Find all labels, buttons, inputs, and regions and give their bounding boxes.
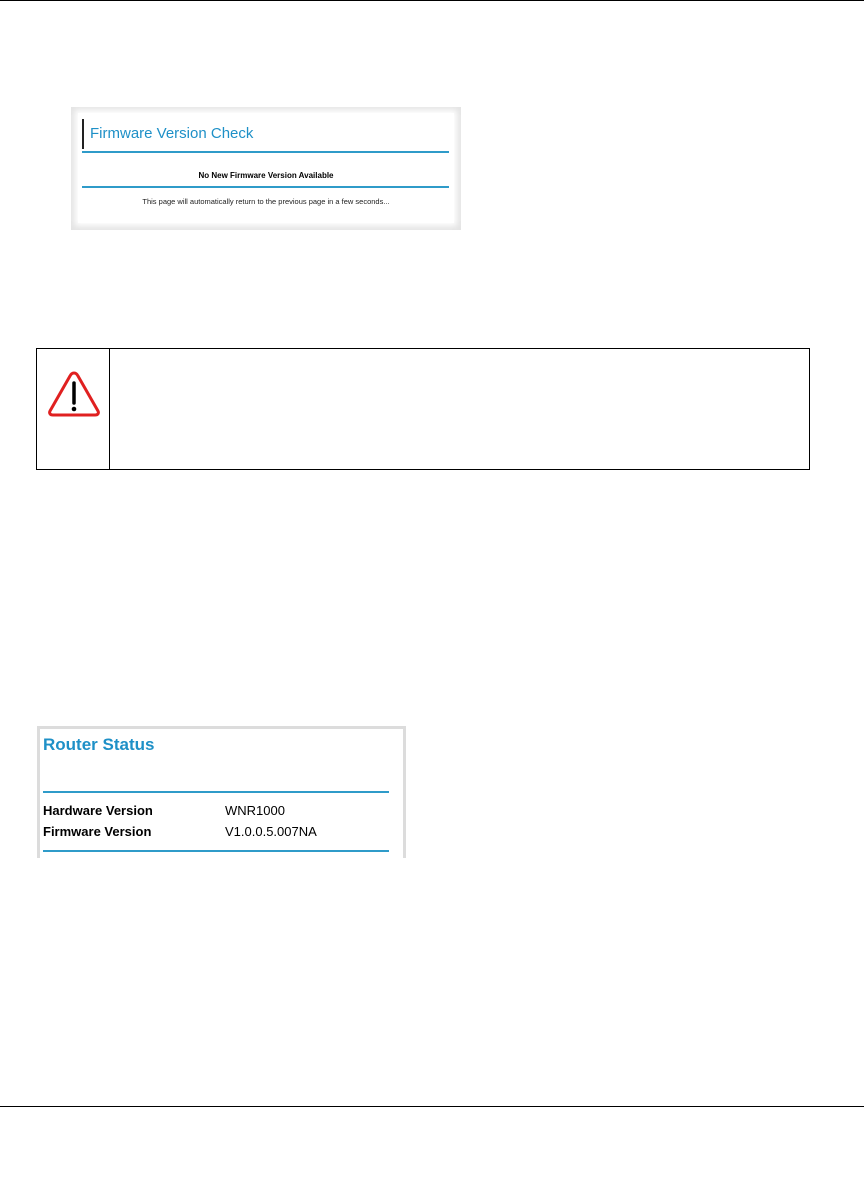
firmware-check-message: No New Firmware Version Available	[198, 171, 334, 180]
firmware-version-label: Firmware Version	[43, 824, 152, 839]
firmware-check-divider-top	[82, 151, 449, 153]
firmware-check-title-frame	[82, 119, 304, 149]
warning-text-cell	[110, 349, 809, 469]
firmware-check-screenshot	[71, 107, 461, 230]
router-status-divider-top	[43, 791, 389, 793]
firmware-check-note: This page will automatically return to the previous page in a few seconds...	[142, 197, 390, 206]
page-top-rule	[0, 0, 864, 1]
page-bottom-rule	[0, 1106, 864, 1107]
warning-icon-cell	[37, 349, 110, 469]
warning-triangle-icon	[46, 369, 102, 419]
warning-box	[36, 348, 810, 470]
firmware-check-title: Firmware Version Check	[90, 125, 254, 142]
router-status-title: Router Status	[43, 735, 155, 754]
router-status-panel	[40, 729, 403, 858]
firmware-check-panel	[78, 113, 454, 223]
router-status-divider-bottom	[43, 850, 389, 852]
firmware-version-value: V1.0.0.5.007NA	[225, 824, 317, 839]
hardware-version-value: WNR1000	[225, 803, 285, 818]
firmware-check-divider-bottom	[82, 186, 449, 188]
router-status-screenshot	[37, 726, 406, 858]
hardware-version-label: Hardware Version	[43, 803, 153, 818]
